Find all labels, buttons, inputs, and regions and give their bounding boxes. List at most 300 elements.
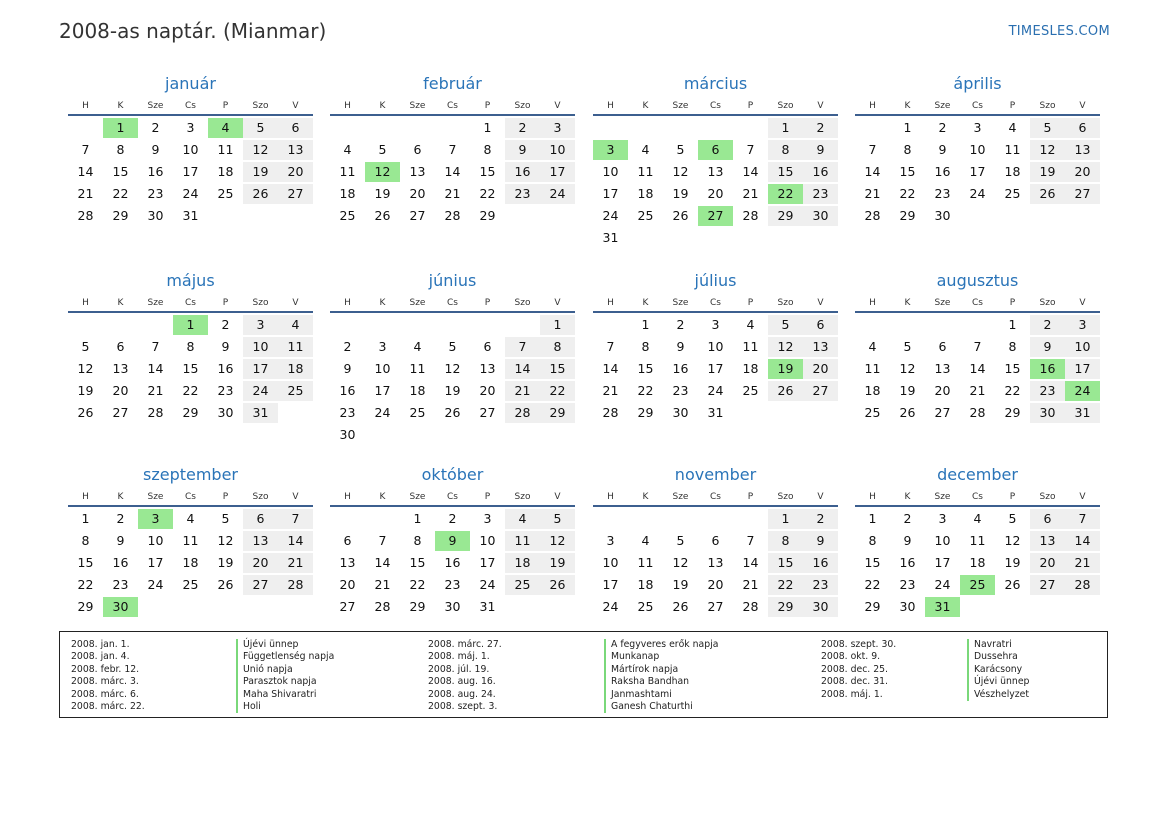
day-cell: 1 [483, 120, 492, 135]
legend-date: 2008. jan. 1. [71, 639, 130, 650]
day-cell: 2 [116, 511, 125, 526]
day-cell: 4 [641, 533, 650, 548]
day-cell: 12 [899, 361, 916, 376]
day-cell: 27 [479, 405, 496, 420]
weekday-header: P [470, 489, 505, 507]
day-cell: 28 [505, 403, 540, 423]
legend-holiday-name: Munkanap [604, 651, 718, 663]
day-cell: 27 [339, 599, 356, 614]
day-cell: 15 [899, 164, 916, 179]
weekday-header: H [855, 98, 890, 116]
weekday-header: Sze [400, 98, 435, 116]
day-cell: 13 [339, 555, 356, 570]
legend-holiday-name: Dussehra [967, 651, 1029, 663]
month-day-grid [855, 487, 1100, 619]
month-calendar [68, 72, 313, 228]
day-cell: 13 [707, 164, 724, 179]
day-cell: 14 [374, 555, 391, 570]
day-cell: 14 [602, 361, 619, 376]
day-cell: 5 [540, 509, 575, 529]
weekday-header: P [208, 98, 243, 116]
legend-name-column [967, 639, 1029, 701]
day-cell: 23 [803, 184, 838, 204]
holiday-day-cell: 16 [1030, 359, 1065, 379]
day-cell: 11 [637, 164, 654, 179]
day-cell: 3 [186, 120, 195, 135]
holiday-day-cell: 12 [365, 162, 400, 182]
day-cell: 29 [1004, 405, 1021, 420]
day-cell: 18 [742, 361, 759, 376]
day-cell: 18 [637, 577, 654, 592]
weekday-header: V [1065, 489, 1100, 507]
day-cell: 29 [864, 599, 881, 614]
day-cell: 13 [803, 337, 838, 357]
weekday-header: Sze [663, 98, 698, 116]
day-cell: 7 [868, 142, 877, 157]
empty-cell [628, 118, 663, 138]
day-cell: 21 [505, 381, 540, 401]
day-cell: 10 [602, 555, 619, 570]
day-cell: 16 [217, 361, 234, 376]
weekday-header: Sze [138, 295, 173, 313]
day-cell: 18 [217, 164, 234, 179]
empty-cell [663, 118, 698, 138]
day-cell: 6 [243, 509, 278, 529]
day-cell: 26 [540, 575, 575, 595]
weekday-header: P [733, 489, 768, 507]
day-cell: 4 [343, 142, 352, 157]
day-cell: 2 [803, 509, 838, 529]
day-cell: 28 [742, 208, 759, 223]
legend-name-column [604, 639, 718, 713]
legend-date: 2008. máj. 1. [821, 688, 883, 700]
day-cell: 20 [243, 553, 278, 573]
day-cell: 10 [182, 142, 199, 157]
month-calendar [855, 463, 1100, 619]
weekday-header: K [103, 98, 138, 116]
day-cell: 25 [409, 405, 426, 420]
weekday-header: K [365, 489, 400, 507]
weekday-header: H [593, 489, 628, 507]
day-cell: 5 [903, 339, 912, 354]
day-cell: 4 [413, 339, 422, 354]
day-cell: 8 [868, 533, 877, 548]
day-cell: 28 [864, 208, 881, 223]
day-cell: 22 [409, 577, 426, 592]
weekday-header: V [803, 489, 838, 507]
day-cell: 30 [1030, 403, 1065, 423]
day-cell: 21 [742, 186, 759, 201]
day-cell: 27 [409, 208, 426, 223]
day-cell: 4 [641, 142, 650, 157]
day-cell: 22 [112, 186, 129, 201]
day-cell: 11 [637, 555, 654, 570]
holiday-day-cell: 30 [103, 597, 138, 617]
legend-date: 2008. okt. 9. [821, 651, 881, 663]
day-cell: 19 [899, 383, 916, 398]
day-cell: 10 [602, 164, 619, 179]
day-cell: 31 [602, 230, 619, 245]
empty-cell [365, 118, 400, 138]
day-cell: 23 [217, 383, 234, 398]
day-cell: 6 [483, 339, 492, 354]
day-cell: 16 [803, 162, 838, 182]
legend-date: 2008. febr. 12. [71, 663, 140, 675]
day-cell: 19 [540, 553, 575, 573]
day-cell: 31 [479, 599, 496, 614]
day-cell: 19 [1030, 162, 1065, 182]
day-cell: 21 [1065, 553, 1100, 573]
weekday-header: Cs [173, 489, 208, 507]
legend-date: 2008. dec. 25. [821, 663, 888, 675]
day-cell: 5 [243, 118, 278, 138]
day-cell: 8 [540, 337, 575, 357]
day-cell: 9 [116, 533, 125, 548]
day-cell: 27 [1065, 184, 1100, 204]
weekday-header: K [890, 295, 925, 313]
day-cell: 6 [711, 533, 720, 548]
day-cell: 16 [147, 164, 164, 179]
day-cell: 20 [409, 186, 426, 201]
weekday-header: Cs [173, 98, 208, 116]
day-cell: 6 [278, 118, 313, 138]
legend-holiday-name: Karácsony [967, 664, 1029, 676]
holiday-day-cell: 3 [593, 140, 628, 160]
legend-date: 2008. máj. 1. [428, 651, 490, 663]
month-name: december [937, 465, 1018, 484]
day-cell: 26 [768, 381, 803, 401]
month-day-grid [68, 487, 313, 619]
day-cell: 17 [182, 164, 199, 179]
day-cell: 16 [934, 164, 951, 179]
day-cell: 17 [969, 164, 986, 179]
day-cell: 15 [1004, 361, 1021, 376]
month-day-grid [855, 293, 1100, 425]
day-cell: 24 [602, 208, 619, 223]
day-cell: 7 [448, 142, 457, 157]
day-cell: 19 [672, 186, 689, 201]
day-cell: 28 [1065, 575, 1100, 595]
legend-holiday-name: Függetlenség napja [236, 651, 334, 663]
weekday-header: Szo [505, 489, 540, 507]
day-cell: 30 [899, 599, 916, 614]
day-cell: 5 [676, 533, 685, 548]
legend-date: 2008. szept. 3. [428, 701, 498, 713]
weekday-header: Cs [173, 295, 208, 313]
weekday-header: Cs [435, 489, 470, 507]
empty-cell [698, 118, 733, 138]
day-cell: 5 [221, 511, 230, 526]
day-cell: 2 [676, 317, 685, 332]
day-cell: 9 [1030, 337, 1065, 357]
day-cell: 12 [77, 361, 94, 376]
day-cell: 19 [672, 577, 689, 592]
day-cell: 24 [602, 599, 619, 614]
day-cell: 23 [934, 186, 951, 201]
day-cell: 14 [77, 164, 94, 179]
weekday-header: V [278, 489, 313, 507]
weekday-header: Cs [435, 98, 470, 116]
day-cell: 18 [505, 553, 540, 573]
day-cell: 21 [278, 553, 313, 573]
day-cell: 8 [186, 339, 195, 354]
empty-cell [435, 315, 470, 335]
weekday-header: Szo [1030, 295, 1065, 313]
empty-cell [733, 118, 768, 138]
weekday-header: Sze [925, 295, 960, 313]
day-cell: 11 [278, 337, 313, 357]
day-cell: 12 [1004, 533, 1021, 548]
day-cell: 29 [768, 206, 803, 226]
weekday-header: Szo [1030, 98, 1065, 116]
weekday-header: P [995, 489, 1030, 507]
day-cell: 29 [112, 208, 129, 223]
legend-holiday-name: Janmashtami [604, 689, 718, 701]
day-cell: 1 [540, 315, 575, 335]
day-cell: 26 [672, 599, 689, 614]
month-name: április [953, 74, 1002, 93]
weekday-header: H [330, 295, 365, 313]
day-cell: 22 [768, 575, 803, 595]
day-cell: 23 [672, 383, 689, 398]
empty-cell [855, 315, 890, 335]
holiday-day-cell: 19 [768, 359, 803, 379]
empty-cell [68, 315, 103, 335]
day-cell: 12 [768, 337, 803, 357]
holiday-day-cell: 27 [698, 206, 733, 226]
month-day-grid [330, 96, 575, 228]
day-cell: 26 [1030, 184, 1065, 204]
day-cell: 12 [540, 531, 575, 551]
month-calendar [593, 72, 838, 250]
weekday-header: V [1065, 295, 1100, 313]
legend-holiday-name: Újévi ünnep [967, 676, 1029, 688]
day-cell: 17 [602, 577, 619, 592]
legend-holiday-name: Holi [236, 701, 334, 713]
day-cell: 1 [1008, 317, 1017, 332]
day-cell: 20 [1065, 162, 1100, 182]
weekday-header: P [995, 295, 1030, 313]
day-cell: 3 [973, 120, 982, 135]
day-cell: 9 [803, 140, 838, 160]
day-cell: 7 [606, 339, 615, 354]
day-cell: 21 [77, 186, 94, 201]
day-cell: 2 [803, 118, 838, 138]
day-cell: 4 [278, 315, 313, 335]
holiday-day-cell: 31 [925, 597, 960, 617]
legend-holiday-name: Ganesh Chaturthi [604, 701, 718, 713]
day-cell: 2 [343, 339, 352, 354]
day-cell: 31 [182, 208, 199, 223]
weekday-header: Sze [400, 295, 435, 313]
day-cell: 16 [339, 383, 356, 398]
holiday-day-cell: 4 [208, 118, 243, 138]
weekday-header: K [365, 295, 400, 313]
weekday-header: Szo [768, 489, 803, 507]
day-cell: 7 [151, 339, 160, 354]
weekday-header: Szo [768, 98, 803, 116]
day-cell: 21 [147, 383, 164, 398]
day-cell: 28 [602, 405, 619, 420]
day-cell: 10 [969, 142, 986, 157]
day-cell: 15 [479, 164, 496, 179]
weekday-header: Sze [138, 98, 173, 116]
empty-cell [103, 315, 138, 335]
day-cell: 2 [1030, 315, 1065, 335]
weekday-header: V [540, 98, 575, 116]
empty-cell [505, 315, 540, 335]
empty-cell [628, 509, 663, 529]
weekday-header: K [628, 98, 663, 116]
day-cell: 26 [444, 405, 461, 420]
day-cell: 26 [672, 208, 689, 223]
empty-cell [365, 315, 400, 335]
day-cell: 14 [864, 164, 881, 179]
day-cell: 10 [374, 361, 391, 376]
day-cell: 9 [151, 142, 160, 157]
day-cell: 22 [479, 186, 496, 201]
empty-cell [68, 118, 103, 138]
legend-date: 2008. márc. 3. [71, 676, 139, 688]
day-cell: 8 [1008, 339, 1017, 354]
day-cell: 28 [374, 599, 391, 614]
day-cell: 31 [1065, 403, 1100, 423]
weekday-header: Szo [1030, 489, 1065, 507]
day-cell: 20 [707, 186, 724, 201]
day-cell: 28 [278, 575, 313, 595]
day-cell: 31 [707, 405, 724, 420]
holiday-legend [59, 631, 1108, 718]
site-link[interactable]: TIMESLES.COM [1008, 24, 1110, 39]
holiday-day-cell: 1 [173, 315, 208, 335]
day-cell: 20 [339, 577, 356, 592]
day-cell: 5 [1030, 118, 1065, 138]
day-cell: 19 [444, 383, 461, 398]
weekday-header: K [628, 489, 663, 507]
day-cell: 17 [374, 383, 391, 398]
day-cell: 29 [768, 597, 803, 617]
day-cell: 1 [413, 511, 422, 526]
day-cell: 25 [864, 405, 881, 420]
weekday-header: K [103, 489, 138, 507]
day-cell: 22 [540, 381, 575, 401]
day-cell: 4 [1008, 120, 1017, 135]
day-cell: 15 [637, 361, 654, 376]
day-cell: 8 [768, 531, 803, 551]
day-cell: 18 [969, 555, 986, 570]
weekday-header: H [855, 489, 890, 507]
day-cell: 13 [934, 361, 951, 376]
day-cell: 9 [676, 339, 685, 354]
day-cell: 23 [1030, 381, 1065, 401]
weekday-header: Sze [663, 295, 698, 313]
day-cell: 11 [217, 142, 234, 157]
month-day-grid [330, 487, 575, 619]
weekday-header: V [278, 295, 313, 313]
day-cell: 17 [540, 162, 575, 182]
day-cell: 17 [479, 555, 496, 570]
legend-date: 2008. márc. 22. [71, 701, 145, 713]
day-cell: 5 [81, 339, 90, 354]
day-cell: 24 [374, 405, 391, 420]
day-cell: 25 [505, 575, 540, 595]
day-cell: 13 [707, 555, 724, 570]
weekday-header: V [803, 98, 838, 116]
month-calendar [68, 269, 313, 425]
weekday-header: H [593, 295, 628, 313]
day-cell: 8 [81, 533, 90, 548]
day-cell: 14 [278, 531, 313, 551]
day-cell: 17 [707, 361, 724, 376]
weekday-header: Szo [505, 295, 540, 313]
day-cell: 29 [77, 599, 94, 614]
legend-date-column [71, 639, 145, 713]
day-cell: 27 [707, 599, 724, 614]
day-cell: 11 [742, 339, 759, 354]
day-cell: 23 [147, 186, 164, 201]
day-cell: 14 [742, 164, 759, 179]
day-cell: 13 [1030, 531, 1065, 551]
holiday-day-cell: 6 [698, 140, 733, 160]
day-cell: 25 [278, 381, 313, 401]
day-cell: 23 [112, 577, 129, 592]
weekday-header: Szo [243, 295, 278, 313]
legend-holiday-name: Raksha Bandhan [604, 676, 718, 688]
day-cell: 8 [483, 142, 492, 157]
weekday-header: Szo [243, 98, 278, 116]
day-cell: 2 [938, 120, 947, 135]
day-cell: 15 [77, 555, 94, 570]
weekday-header: H [330, 98, 365, 116]
day-cell: 26 [77, 405, 94, 420]
month-calendar [593, 463, 838, 619]
weekday-header: H [593, 98, 628, 116]
day-cell: 15 [182, 361, 199, 376]
day-cell: 2 [903, 511, 912, 526]
weekday-header: K [628, 295, 663, 313]
day-cell: 14 [444, 164, 461, 179]
day-cell: 25 [742, 383, 759, 398]
day-cell: 17 [1065, 359, 1100, 379]
day-cell: 20 [934, 383, 951, 398]
weekday-header: V [1065, 98, 1100, 116]
day-cell: 13 [243, 531, 278, 551]
day-cell: 13 [409, 164, 426, 179]
day-cell: 14 [969, 361, 986, 376]
day-cell: 18 [278, 359, 313, 379]
day-cell: 3 [1065, 315, 1100, 335]
day-cell: 29 [637, 405, 654, 420]
month-day-grid [593, 487, 838, 619]
empty-cell [470, 315, 505, 335]
day-cell: 3 [711, 317, 720, 332]
month-day-grid [593, 96, 838, 250]
day-cell: 24 [147, 577, 164, 592]
weekday-header: K [890, 98, 925, 116]
day-cell: 17 [147, 555, 164, 570]
weekday-header: P [733, 295, 768, 313]
day-cell: 10 [707, 339, 724, 354]
day-cell: 8 [413, 533, 422, 548]
day-cell: 2 [151, 120, 160, 135]
day-cell: 29 [479, 208, 496, 223]
day-cell: 1 [641, 317, 650, 332]
day-cell: 18 [409, 383, 426, 398]
legend-name-column [236, 639, 334, 713]
day-cell: 16 [672, 361, 689, 376]
day-cell: 19 [77, 383, 94, 398]
month-calendar [855, 269, 1100, 425]
